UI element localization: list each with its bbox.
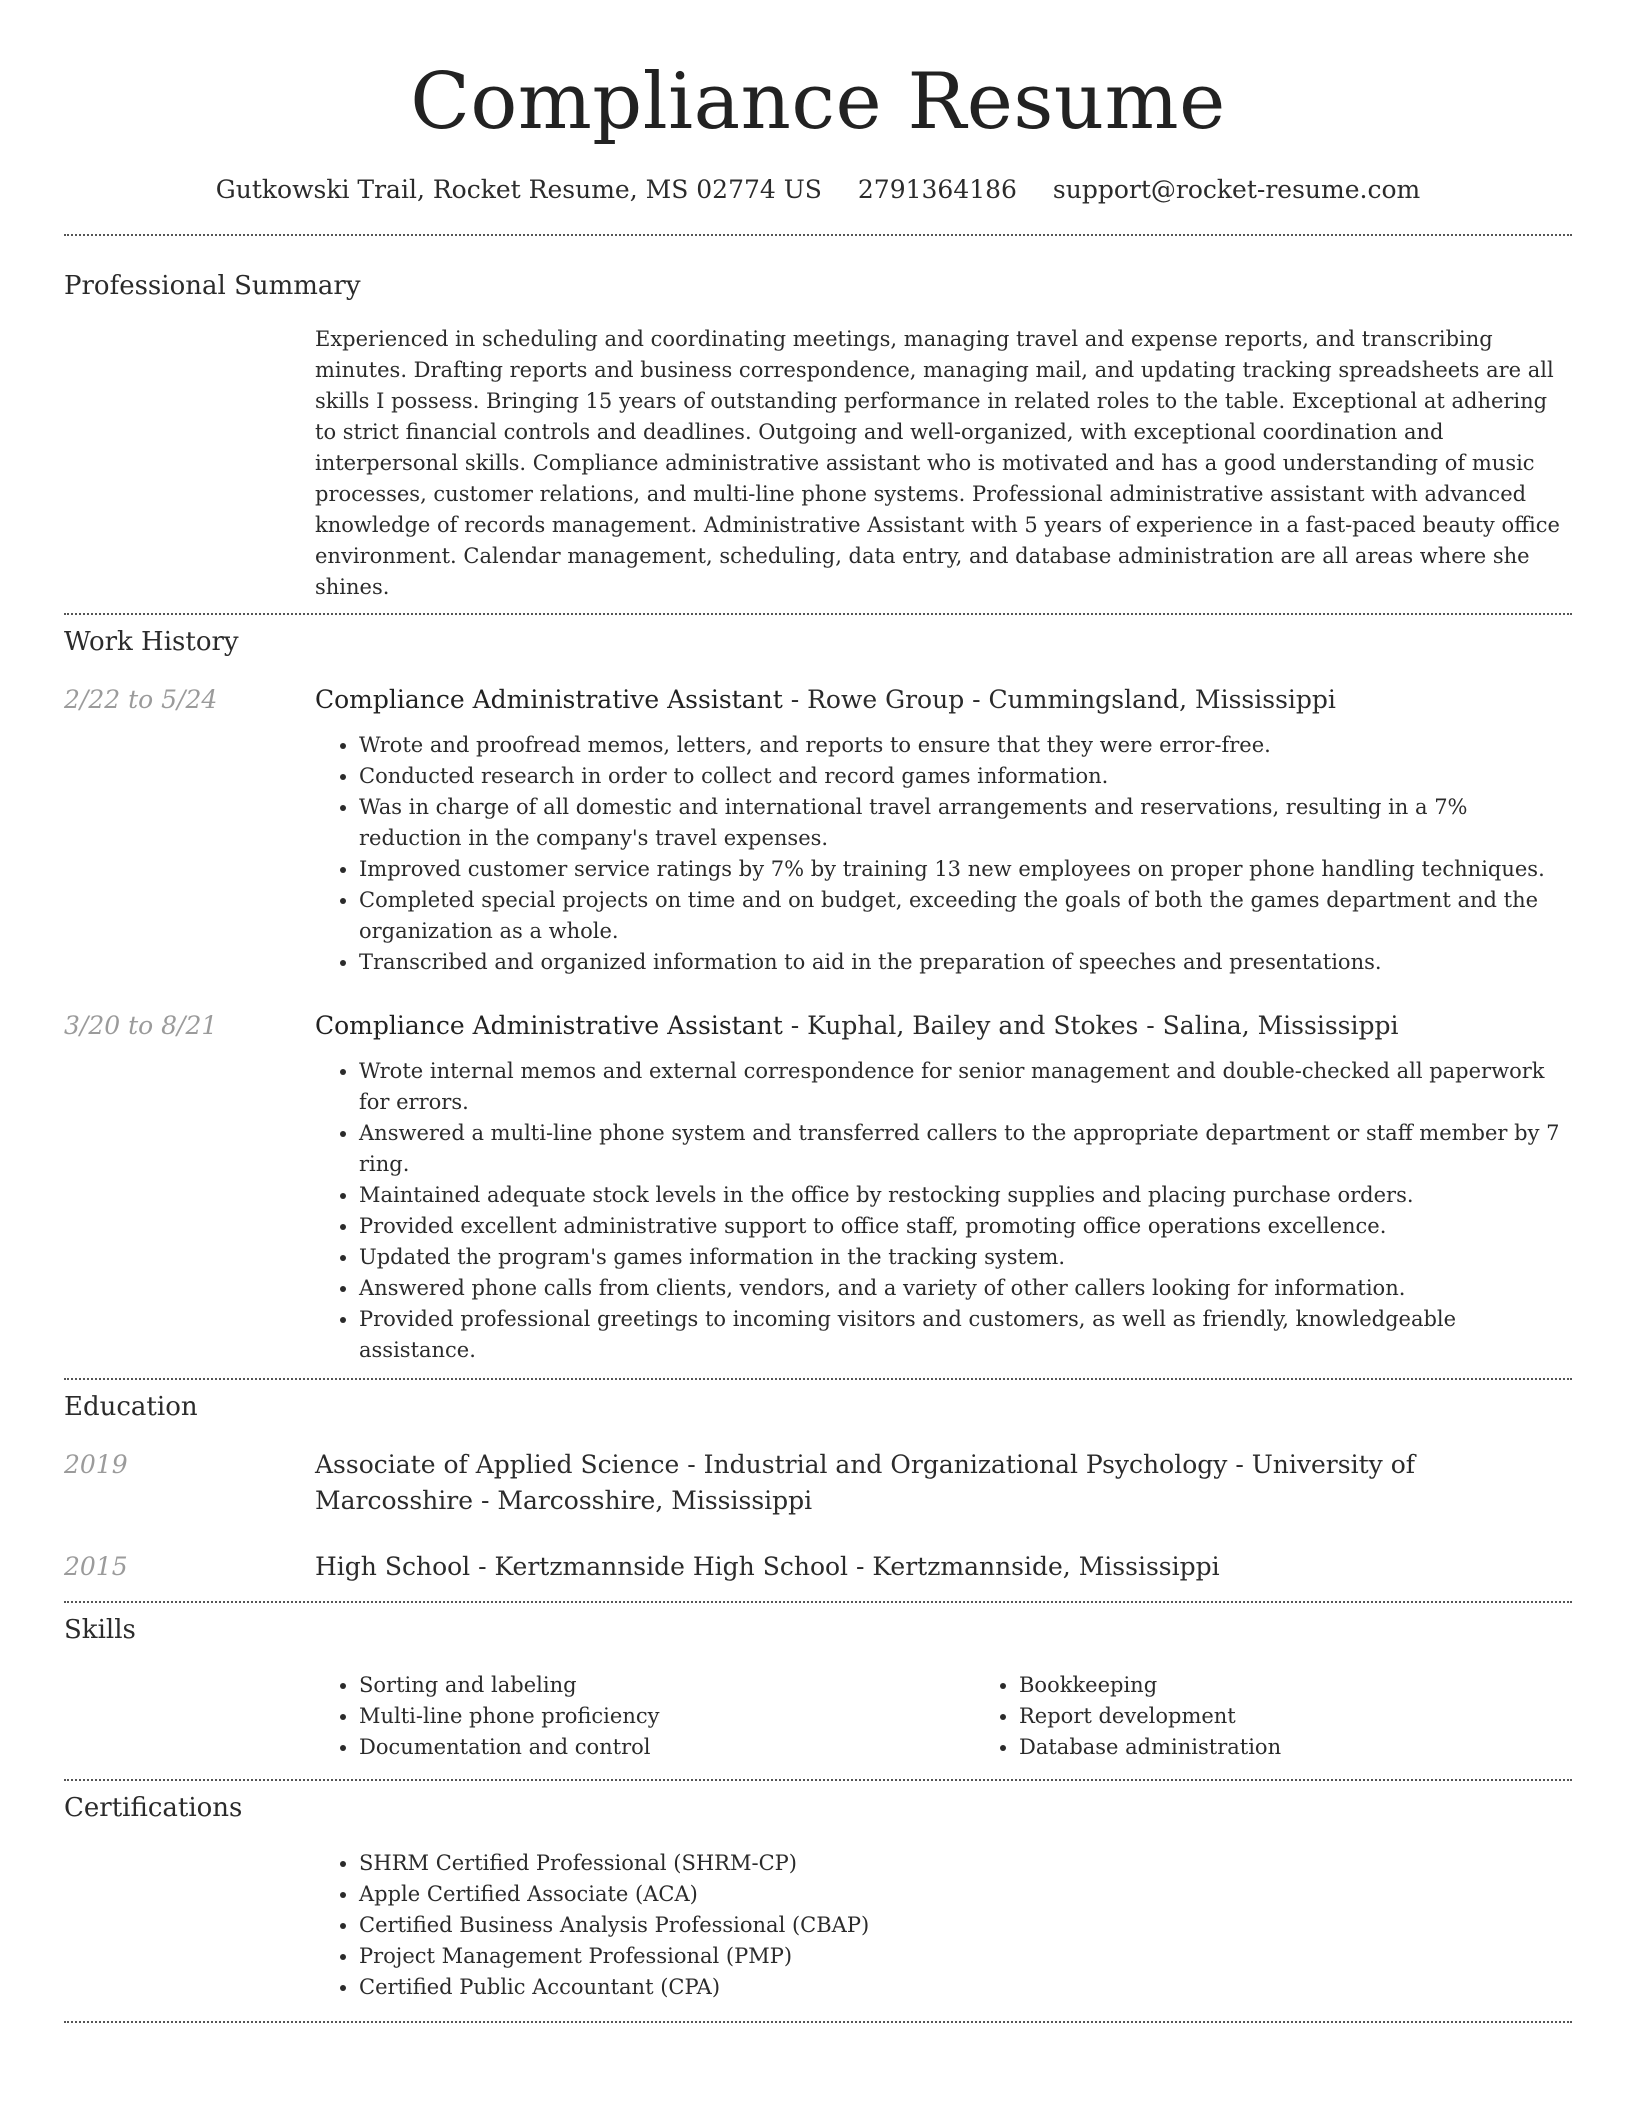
contact-email[interactable]: support@rocket-resume.com [1052,175,1421,204]
education-year: 2019 [64,1450,128,1479]
certifications-row [64,1848,1572,2003]
certification-item: • SHRM Certified Professional (SHRM-CP) [359,1848,1572,1879]
job-title: Compliance Administrative Assistant [315,685,783,714]
certification-item: • Project Management Professional (PMP) [359,1941,1572,1972]
contact-line [64,172,1572,208]
certifications-spacer [64,1848,315,2003]
job-bullets [315,730,1572,978]
skill-item: • Bookkeeping [1019,1670,1632,1701]
job-dates: 3/20 to 8/21 [64,1011,218,1040]
section-heading-skills: Skills [64,1615,136,1645]
job-bullet: • Provided professional greetings to incoming visitors and customers, as well as friendly, knowledgeable assistance. [359,1304,1572,1366]
job-heading [315,1008,1572,1044]
job-bullet: • Conducted research in order to collect and record games information. [359,761,1572,792]
job-heading [315,682,1572,718]
job-bullet: • Completed special projects on time and on budget, exceeding the goals of both the games department and the organization as a whole. [359,885,1572,947]
section-divider [64,2021,1572,2023]
certification-item: • Certified Business Analysis Professional (CBAP) [359,1910,1572,1941]
skills-list-right [975,1670,1632,1763]
education-school: - University of Marcosshire - Marcosshire, Mississippi [315,1450,1415,1515]
resume-title: Compliance Resume [410,57,1226,147]
education-year: 2015 [64,1552,128,1581]
job-bullet: • Updated the program's games information in the tracking system. [359,1242,1572,1273]
summary-text: Experienced in scheduling and coordinating meetings, managing travel and expense reports, and transcribing minutes. Drafting reports and business correspondence, managing mail, and updating tracking spreadsheets are all skills I possess. Bringing 15 years of outstanding performance in related roles to the table. Exceptional at adhering to strict financial controls and deadlines. Outgoing and well-organized, with exceptional coordination and interpersonal skills. Compliance administrative assistant who is motivated and has a good understanding of music processes, customer relations, and multi-line phone systems. Professional administrative assistant with advanced knowledge of records management. Administrative Assistant with 5 years of experience in a fast-paced beauty office environment. Calendar management, scheduling, data entry, and database administration are all areas where she shines. [315,327,1560,599]
skill-item: • Documentation and control [359,1732,975,1763]
skills-row [64,1670,1572,1763]
job-entry [64,682,1572,978]
education-entry [64,1447,1572,1519]
job-bullets [315,1056,1572,1366]
job-bullet: • Was in charge of all domestic and international travel arrangements and reservations, resulting in a 7% reduction in the company's travel expenses. [359,792,1572,854]
education-entry [64,1549,1572,1585]
job-bullet: • Improved customer service ratings by 7% by training 13 new employees on proper phone handling techniques. [359,854,1572,885]
job-bullet: • Answered a multi-line phone system and transferred callers to the appropriate department or staff member by 7 ring. [359,1118,1572,1180]
summary-row [64,324,1572,603]
job-bullet: • Provided excellent administrative support to office staff, promoting office operations excellence. [359,1211,1572,1242]
section-heading-education: Education [64,1392,198,1422]
section-heading-work: Work History [64,627,239,657]
education-heading [315,1447,1572,1519]
job-title: Compliance Administrative Assistant [315,1011,783,1040]
contact-phone: 2791364186 [857,175,1017,204]
skills-spacer [64,1670,315,1763]
resume-page [64,0,1572,2023]
section-divider [64,1378,1572,1380]
education-degree: High School [315,1552,471,1581]
certifications-list [315,1848,1572,2003]
job-bullet: • Wrote internal memos and external correspondence for senior management and double-checked all paperwork for errors. [359,1056,1572,1118]
skill-item: • Multi-line phone proficiency [359,1701,975,1732]
skill-item: • Database administration [1019,1732,1632,1763]
job-entry [64,1008,1572,1366]
skill-item: • Sorting and labeling [359,1670,975,1701]
section-divider [64,234,1572,236]
contact-address: Gutkowski Trail, Rocket Resume, MS 02774 US [215,175,822,204]
job-bullet: • Transcribed and organized information to aid in the preparation of speeches and presentations. [359,947,1572,978]
job-employer: - Rowe Group - Cummingsland, Mississippi [782,685,1336,714]
summary-spacer [64,324,315,603]
education-heading [315,1549,1572,1585]
section-divider [64,1601,1572,1603]
job-bullet: • Answered phone calls from clients, vendors, and a variety of other callers looking for information. [359,1273,1572,1304]
skill-item: • Report development [1019,1701,1632,1732]
job-employer: - Kuphal, Bailey and Stokes - Salina, Mississippi [782,1011,1399,1040]
skills-list-left [315,1670,975,1763]
section-heading-summary: Professional Summary [64,271,361,301]
section-divider [64,1779,1572,1781]
job-bullet: • Maintained adequate stock levels in the office by restocking supplies and placing purchase orders. [359,1180,1572,1211]
section-divider [64,613,1572,615]
certification-item: • Certified Public Accountant (CPA) [359,1972,1572,2003]
job-dates: 2/22 to 5/24 [64,685,218,714]
education-school: - Kertzmannside High School - Kertzmannside, Mississippi [470,1552,1220,1581]
certification-item: • Apple Certified Associate (ACA) [359,1879,1572,1910]
job-bullet: • Wrote and proofread memos, letters, and reports to ensure that they were error-free. [359,730,1572,761]
section-heading-certifications: Certifications [64,1793,243,1823]
education-degree: Associate of Applied Science - Industrial and Organizational Psychology [315,1450,1228,1479]
